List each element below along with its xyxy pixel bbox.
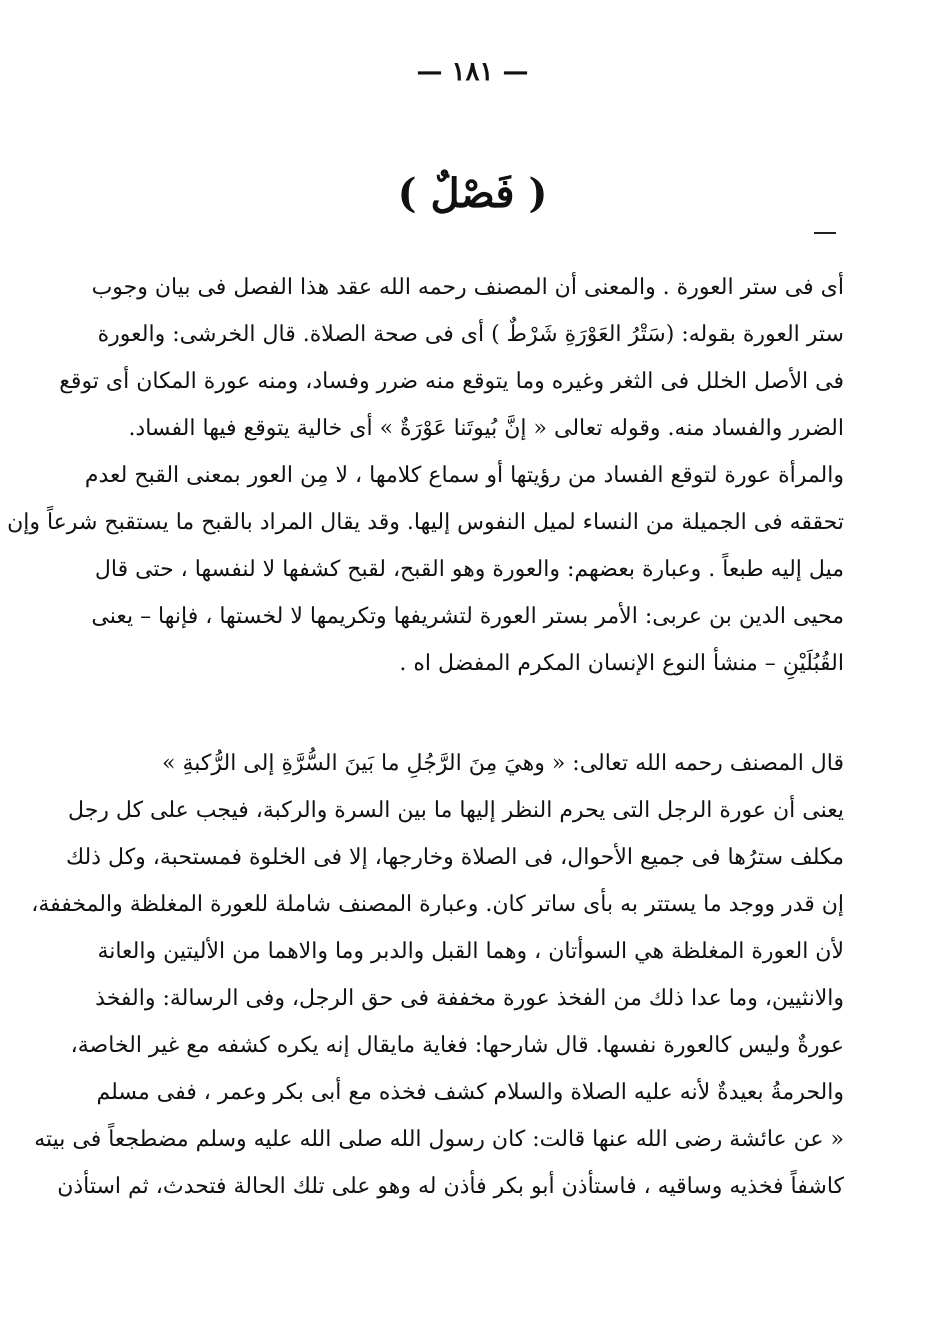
text-line: لأن العورة المغلظة هي السوأتان ، وهما القبل والدبر وما والاهما من الأليتين والعانة — [97, 939, 844, 964]
text-line: عورةٌ وليس كالعورة نفسها. قال شارحها: فغاية مايقال إنه يكره كشفه مع غير الخاصة، — [70, 1033, 844, 1058]
text-line: القُبُلَيْنِ – منشأ النوع الإنسان المكرم المفضل اه . — [399, 651, 844, 676]
text-line: فى الأصل الخلل فى الثغر وغيره وما يتوقع منه ضرر وفساد، ومنه عورة المكان أى توقع — [59, 369, 844, 394]
paragraph-1 — [7, 264, 844, 687]
text-line: محيى الدين بن عربى: الأمر بستر العورة لتشريفها وتكريمها لا لخستها ، فإنها – يعنى — [91, 604, 844, 629]
page-number: — ١٨١ — — [416, 57, 529, 87]
text-line: أى فى ستر العورة . والمعنى أن المصنف رحمه الله عقد هذا الفصل فى بيان وجوب — [91, 275, 844, 300]
text-line: « عن عائشة رضى الله عنها قالت: كان رسول الله صلى الله عليه وسلم مضطجعاً فى بيته — [34, 1127, 844, 1152]
text-line: ميل إليه طبعاً . وعبارة بعضهم: والعورة وهو القبح، لقبح كشفها لا لنفسها ، حتى قال — [94, 557, 844, 582]
heading-rule — [814, 232, 836, 234]
section-heading: ( فَصْلٌ ) — [397, 170, 548, 217]
text-line: الضرر والفساد منه. وقوله تعالى « إنَّ بُيوتَنا عَوْرَةٌ » أى خالية يتوقع فيها الفساد. — [128, 416, 844, 441]
text-line: مكلف سترُها فى جميع الأحوال، فى الصلاة وخارجها، إلا فى الخلوة فمستحبة، وكل ذلك — [66, 845, 844, 870]
text-line: يعنى أن عورة الرجل التى يحرم النظر إليها ما بين السرة والركبة، فيجب على كل رجل — [68, 798, 844, 823]
text-line: كاشفاً فخذيه وساقيه ، فاستأذن أبو بكر فأذن له وهو على تلك الحالة فتحدث، ثم استأذن — [57, 1174, 844, 1199]
text-line: تحققه فى الجميلة من النساء لميل النفوس إليها. وقد يقال المراد بالقبح ما يستقبح شرعاً وإن — [7, 510, 844, 535]
text-line: والحرمةُ بعيدةٌ لأنه عليه الصلاة والسلام كشف فخذه مع أبى بكر وعمر ، ففى مسلم — [96, 1080, 844, 1105]
text-line: ستر العورة بقوله: (سَتْرُ العَوْرَةِ شَرْطٌ ) أى فى صحة الصلاة. قال الخرشى: والعورة — [97, 322, 844, 347]
paragraph-2 — [31, 740, 844, 1210]
text-line: والانثيين، وما عدا ذلك من الفخذ عورة مخففة فى حق الرجل، وفى الرسالة: والفخذ — [95, 986, 844, 1011]
text-line: قال المصنف رحمه الله تعالى: « وهيَ مِنَ الرَّجُلِ ما بَينَ السُّرَّةِ إلى الرُّكبةِ » — [162, 751, 844, 776]
text-line: والمرأة عورة لتوقع الفساد من رؤيتها أو سماع كلامها ، لا مِن العور بمعنى القبح لعدم — [84, 463, 844, 488]
text-line: إن قدر ووجد ما يستتر به بأى ساتر كان. وعبارة المصنف شاملة للعورة المغلظة والمخففة، — [31, 892, 844, 917]
